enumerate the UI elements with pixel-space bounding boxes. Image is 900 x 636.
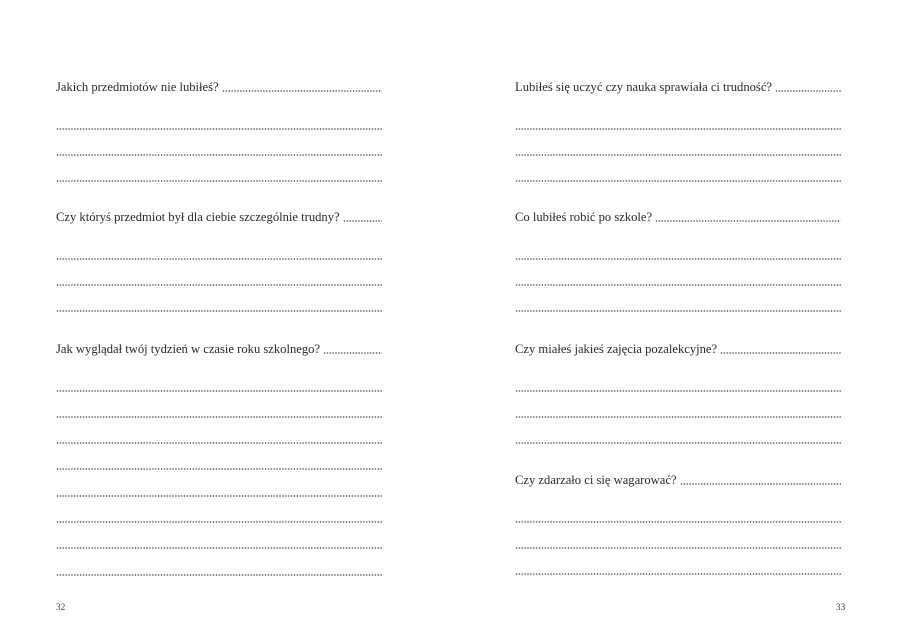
question-block (515, 472, 841, 577)
answer-row[interactable] (56, 105, 382, 131)
answer-line[interactable] (515, 390, 841, 392)
answer-row[interactable] (515, 498, 841, 524)
answer-row[interactable] (515, 525, 841, 551)
answer-row[interactable] (515, 367, 841, 393)
answer-row[interactable] (56, 499, 382, 525)
answer-line[interactable] (515, 284, 841, 286)
answer-line[interactable] (56, 521, 382, 523)
answer-line[interactable] (515, 521, 841, 523)
answer-line[interactable] (515, 128, 841, 130)
question-text: Jakich przedmiotów nie lubiłeś? (56, 80, 219, 95)
question-block (56, 209, 382, 314)
question-row (515, 209, 841, 224)
question-row (515, 341, 841, 356)
question-text: Czy zdarzało ci się wagarować? (515, 473, 677, 488)
answer-line[interactable] (515, 442, 841, 444)
answer-line[interactable] (323, 352, 382, 354)
answer-row[interactable] (515, 105, 841, 131)
question-text: Czy któryś przedmiot był dla ciebie szczególnie trudny? (56, 210, 340, 225)
answer-line[interactable] (515, 154, 841, 156)
answer-row[interactable] (56, 551, 382, 577)
answer-line[interactable] (56, 495, 382, 497)
answer-line[interactable] (720, 352, 841, 354)
answer-line[interactable] (56, 128, 382, 130)
answer-line[interactable] (56, 284, 382, 286)
answer-line[interactable] (56, 258, 382, 260)
question-text: Lubiłeś się uczyć czy nauka sprawiała ci trudność? (515, 80, 773, 95)
answer-row[interactable] (515, 132, 841, 158)
answer-line[interactable] (56, 310, 382, 312)
answer-line[interactable] (222, 90, 382, 92)
question-block (515, 209, 841, 314)
question-text: Jak wyglądał twój tydzień w czasie roku szkolnego? (56, 342, 321, 357)
answer-line[interactable] (515, 310, 841, 312)
answer-row[interactable] (515, 158, 841, 184)
answer-line[interactable] (515, 416, 841, 418)
answer-line[interactable] (343, 220, 382, 222)
answer-row[interactable] (56, 420, 382, 446)
answer-row[interactable] (56, 394, 382, 420)
question-row (56, 341, 382, 356)
answer-row[interactable] (515, 420, 841, 446)
answer-line[interactable] (515, 547, 841, 549)
answer-row[interactable] (515, 262, 841, 288)
answer-line[interactable] (56, 547, 382, 549)
answer-line[interactable] (515, 180, 841, 182)
answer-row[interactable] (515, 394, 841, 420)
question-block (515, 79, 841, 184)
answer-row[interactable] (56, 472, 382, 498)
answer-row[interactable] (56, 262, 382, 288)
answer-row[interactable] (56, 288, 382, 314)
answer-line[interactable] (56, 180, 382, 182)
question-row (56, 209, 382, 224)
answer-line[interactable] (775, 90, 841, 92)
question-text: Czy miałeś jakieś zajęcia pozalekcyjne? (515, 342, 718, 357)
answer-line[interactable] (56, 390, 382, 392)
answer-line[interactable] (56, 468, 382, 470)
answer-row[interactable] (56, 132, 382, 158)
answer-row[interactable] (56, 235, 382, 261)
answer-row[interactable] (515, 235, 841, 261)
answer-row[interactable] (56, 525, 382, 551)
answer-line[interactable] (56, 416, 382, 418)
answer-line[interactable] (56, 574, 382, 576)
answer-row[interactable] (56, 446, 382, 472)
question-row (56, 79, 382, 94)
question-row (515, 79, 841, 94)
answer-line[interactable] (515, 573, 841, 575)
page-number: 32 (56, 602, 66, 612)
question-block (515, 341, 841, 446)
answer-line[interactable] (515, 258, 841, 260)
question-block (56, 79, 382, 184)
answer-line[interactable] (56, 442, 382, 444)
answer-line[interactable] (680, 483, 841, 485)
right-page (450, 0, 900, 636)
answer-row[interactable] (56, 158, 382, 184)
answer-line[interactable] (56, 154, 382, 156)
question-row (515, 472, 841, 487)
answer-line[interactable] (655, 220, 841, 222)
answer-row[interactable] (515, 288, 841, 314)
question-text: Co lubiłeś robić po szkole? (515, 210, 653, 225)
answer-row[interactable] (56, 367, 382, 393)
answer-row[interactable] (515, 551, 841, 577)
page-number: 33 (836, 602, 846, 612)
question-block (56, 341, 382, 578)
